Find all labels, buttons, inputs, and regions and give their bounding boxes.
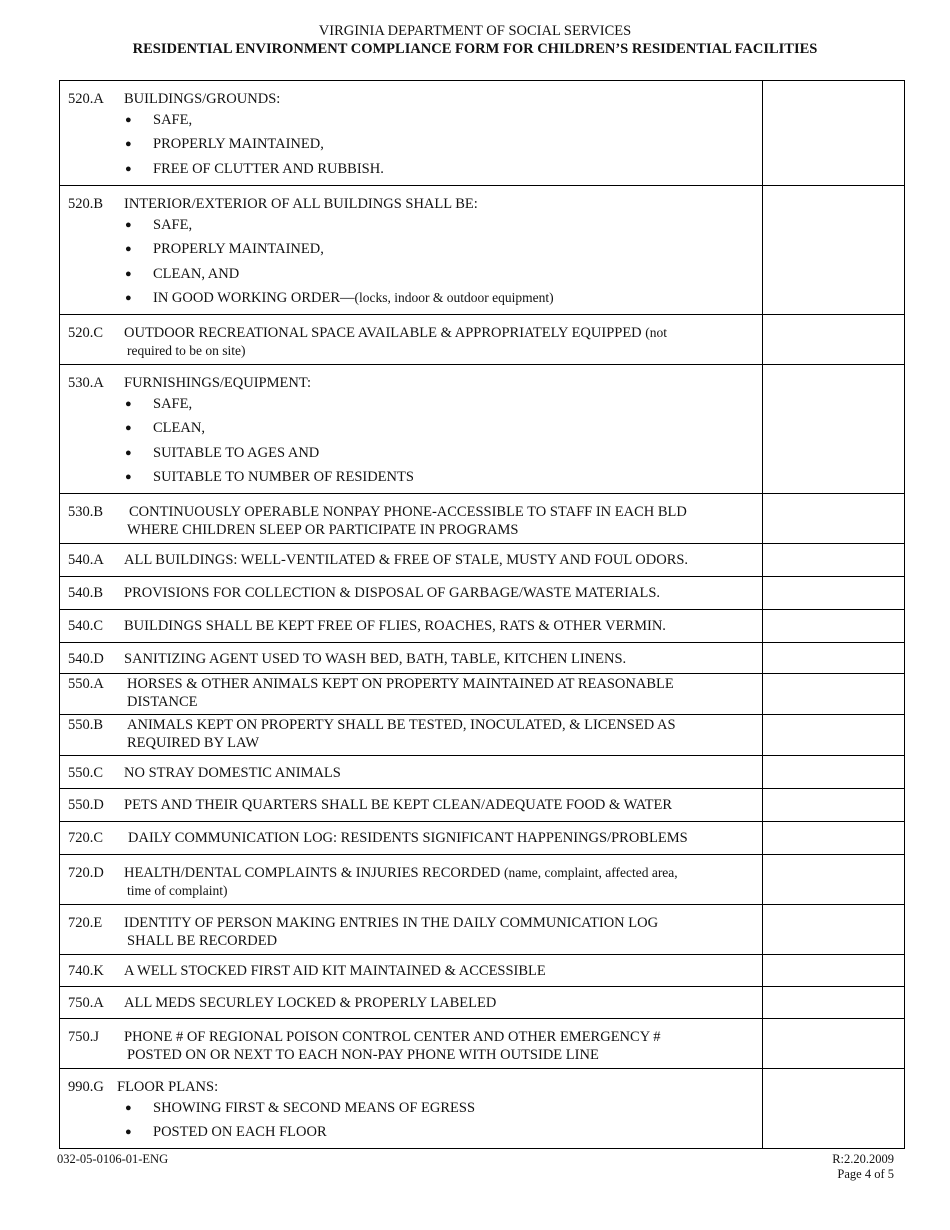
standard-text: IDENTITY OF PERSON MAKING ENTRIES IN THE DAILY COMMUNICATION LOG (124, 915, 659, 931)
standard-text: FURNISHINGS/EQUIPMENT: (124, 375, 311, 391)
standard-text: PETS AND THEIR QUARTERS SHALL BE KEPT CLEAN/ADEQUATE FOOD & WATER (124, 797, 672, 813)
table-row (60, 1069, 905, 1149)
standard-note-continued: time of complaint) (127, 883, 228, 898)
standard-text-continued: SHALL BE RECORDED (127, 933, 278, 949)
table-row (60, 715, 905, 756)
table-row (60, 494, 905, 544)
standard-text: OUTDOOR RECREATIONAL SPACE AVAILABLE & APPROPRIATELY EQUIPPED (124, 325, 642, 341)
table-row (60, 756, 905, 789)
standard-note: (name, complaint, affected area, (504, 865, 678, 880)
bullet-note: (locks, indoor & outdoor equipment) (354, 289, 554, 305)
form-title: RESIDENTIAL ENVIRONMENT COMPLIANCE FORM FOR CHILDREN’S RESIDENTIAL FACILITIES (132, 41, 818, 57)
standard-text: DAILY COMMUNICATION LOG: RESIDENTS SIGNIFICANT HAPPENINGS/PROBLEMS (128, 830, 688, 846)
compliance-entry-cell[interactable] (763, 955, 905, 987)
table-row (60, 822, 905, 855)
table-row (60, 905, 905, 955)
standard-text-continued: WHERE CHILDREN SLEEP OR PARTICIPATE IN PROGRAMS (127, 522, 519, 538)
bullet-list (124, 216, 754, 313)
table-row (60, 674, 905, 715)
standard-code: 990.G (68, 1079, 104, 1095)
compliance-entry-cell[interactable] (763, 494, 905, 544)
list-item: ● PROPERLY MAINTAINED, (125, 136, 324, 153)
table-row (60, 577, 905, 610)
bullet-icon: ● (125, 219, 132, 231)
compliance-entry-cell[interactable] (763, 674, 905, 715)
bullet-list (124, 395, 754, 492)
revision-date: R:2.20.2009 (832, 1152, 894, 1166)
standard-code: 750.J (68, 1029, 100, 1045)
compliance-entry-cell[interactable] (763, 905, 905, 955)
bullet-list (124, 1099, 754, 1148)
standard-text-continued: DISTANCE (127, 694, 198, 710)
table-row (60, 1019, 905, 1069)
standard-code: 540.D (68, 651, 104, 667)
standard-text: HORSES & OTHER ANIMALS KEPT ON PROPERTY MAINTAINED AT REASONABLE (127, 676, 674, 692)
standard-text: A WELL STOCKED FIRST AID KIT MAINTAINED & ACCESSIBLE (124, 963, 546, 979)
footer-info (832, 1152, 894, 1182)
standard-code: 550.D (68, 797, 104, 813)
standard-text: CONTINUOUSLY OPERABLE NONPAY PHONE-ACCESSIBLE TO STAFF IN EACH BLD (129, 504, 687, 520)
list-item: ● PROPERLY MAINTAINED, (125, 241, 324, 258)
table-row (60, 365, 905, 494)
list-item: ● CLEAN, (125, 420, 205, 437)
compliance-entry-cell[interactable] (763, 577, 905, 610)
compliance-entry-cell[interactable] (763, 715, 905, 756)
table-row (60, 81, 905, 186)
compliance-entry-cell[interactable] (763, 822, 905, 855)
standard-text: ALL MEDS SECURLEY LOCKED & PROPERLY LABELED (124, 995, 497, 1011)
standard-text-continued: REQUIRED BY LAW (127, 735, 260, 751)
standard-note-continued: required to be on site) (127, 343, 246, 358)
standard-code: 540.B (68, 585, 104, 601)
standard-text: ANIMALS KEPT ON PROPERTY SHALL BE TESTED, INOCULATED, & LICENSED AS (127, 717, 676, 733)
compliance-entry-cell[interactable] (763, 315, 905, 365)
standard-note: (not (645, 325, 668, 340)
form-header (0, 22, 950, 58)
standard-text: SANITIZING AGENT USED TO WASH BED, BATH, TABLE, KITCHEN LINENS. (124, 651, 627, 667)
table-row (60, 186, 905, 315)
table-row (60, 315, 905, 365)
list-item: ● SAFE, (125, 217, 193, 233)
bullet-icon: ● (125, 1126, 132, 1139)
standard-text: INTERIOR/EXTERIOR OF ALL BUILDINGS SHALL BE: (124, 196, 478, 212)
standard-text: BUILDINGS SHALL BE KEPT FREE OF FLIES, ROACHES, RATS & OTHER VERMIN. (124, 618, 666, 634)
standard-code: 740.K (68, 963, 104, 979)
standard-text-continued: POSTED ON OR NEXT TO EACH NON-PAY PHONE WITH OUTSIDE LINE (127, 1047, 599, 1063)
standard-code: 750.A (68, 995, 104, 1011)
list-item: ● CLEAN, AND (125, 265, 240, 282)
standard-code: 550.C (68, 765, 104, 781)
standard-text: FLOOR PLANS: (117, 1079, 219, 1095)
standard-code: 520.C (68, 325, 104, 341)
bullet-icon: ● (125, 1102, 132, 1114)
list-item: ● SUITABLE TO AGES AND (125, 444, 320, 461)
standard-text: PROVISIONS FOR COLLECTION & DISPOSAL OF GARBAGE/WASTE MATERIALS. (124, 585, 661, 601)
standard-text: NO STRAY DOMESTIC ANIMALS (124, 765, 341, 781)
compliance-entry-cell[interactable] (763, 643, 905, 674)
standard-code: 520.B (68, 196, 104, 212)
form-number: 032-05-0106-01-ENG (57, 1152, 169, 1166)
standard-text: PHONE # OF REGIONAL POISON CONTROL CENTER AND OTHER EMERGENCY # (124, 1029, 661, 1045)
bullet-icon: ● (125, 398, 132, 410)
bullet-list (124, 111, 754, 184)
compliance-entry-cell[interactable] (763, 756, 905, 789)
table-row (60, 610, 905, 643)
table-row (60, 643, 905, 674)
table-row (60, 544, 905, 577)
standard-text: BUILDINGS/GROUNDS: (124, 91, 281, 107)
table-row (60, 855, 905, 905)
list-item: ● IN GOOD WORKING ORDER— (locks, indoor & outdoor equipment) (125, 289, 554, 306)
standard-code: 520.A (68, 91, 104, 107)
list-item: ● POSTED ON EACH FLOOR (125, 1124, 327, 1141)
compliance-entry-cell[interactable] (763, 855, 905, 905)
table-row (60, 789, 905, 822)
bullet-icon: ● (125, 470, 132, 483)
compliance-entry-cell[interactable] (763, 186, 905, 315)
bullet-icon: ● (125, 422, 132, 435)
standard-code: 720.E (68, 915, 103, 931)
bullet-icon: ● (125, 291, 132, 304)
standard-code: 550.B (68, 717, 104, 733)
compliance-table (59, 80, 905, 1149)
standard-code: 720.D (68, 865, 104, 881)
standard-code: 530.B (68, 504, 104, 520)
standard-code: 550.A (68, 676, 104, 692)
list-item: ● SUITABLE TO NUMBER OF RESIDENTS (125, 468, 414, 485)
list-item: ● SHOWING FIRST & SECOND MEANS OF EGRESS (125, 1100, 476, 1116)
standard-text: HEALTH/DENTAL COMPLAINTS & INJURIES RECORDED (124, 865, 501, 881)
page-number: Page 4 of 5 (837, 1167, 894, 1181)
compliance-entry-cell[interactable] (763, 789, 905, 822)
bullet-icon: ● (125, 162, 132, 175)
bullet-icon: ● (125, 446, 132, 459)
compliance-entry-cell[interactable] (763, 81, 905, 186)
compliance-entry-cell[interactable] (763, 1019, 905, 1069)
compliance-entry-cell[interactable] (763, 987, 905, 1019)
standard-text: ALL BUILDINGS: WELL-VENTILATED & FREE OF STALE, MUSTY AND FOUL ODORS. (124, 552, 689, 568)
compliance-entry-cell[interactable] (763, 1069, 905, 1149)
list-item: ● SAFE, (125, 396, 193, 412)
bullet-icon: ● (125, 138, 132, 151)
bullet-icon: ● (125, 267, 132, 280)
compliance-entry-cell[interactable] (763, 365, 905, 494)
list-item: ● FREE OF CLUTTER AND RUBBISH. (125, 160, 384, 177)
standard-code: 540.C (68, 618, 104, 634)
standard-code: 540.A (68, 552, 104, 568)
compliance-entry-cell[interactable] (763, 544, 905, 577)
standard-code: 720.C (68, 830, 104, 846)
list-item: ● SAFE, (125, 112, 193, 128)
compliance-entry-cell[interactable] (763, 610, 905, 643)
table-row (60, 955, 905, 987)
agency-name: VIRGINIA DEPARTMENT OF SOCIAL SERVICES (318, 23, 632, 39)
bullet-icon: ● (125, 114, 132, 126)
table-row (60, 987, 905, 1019)
standard-code: 530.A (68, 375, 104, 391)
bullet-icon: ● (125, 243, 132, 256)
